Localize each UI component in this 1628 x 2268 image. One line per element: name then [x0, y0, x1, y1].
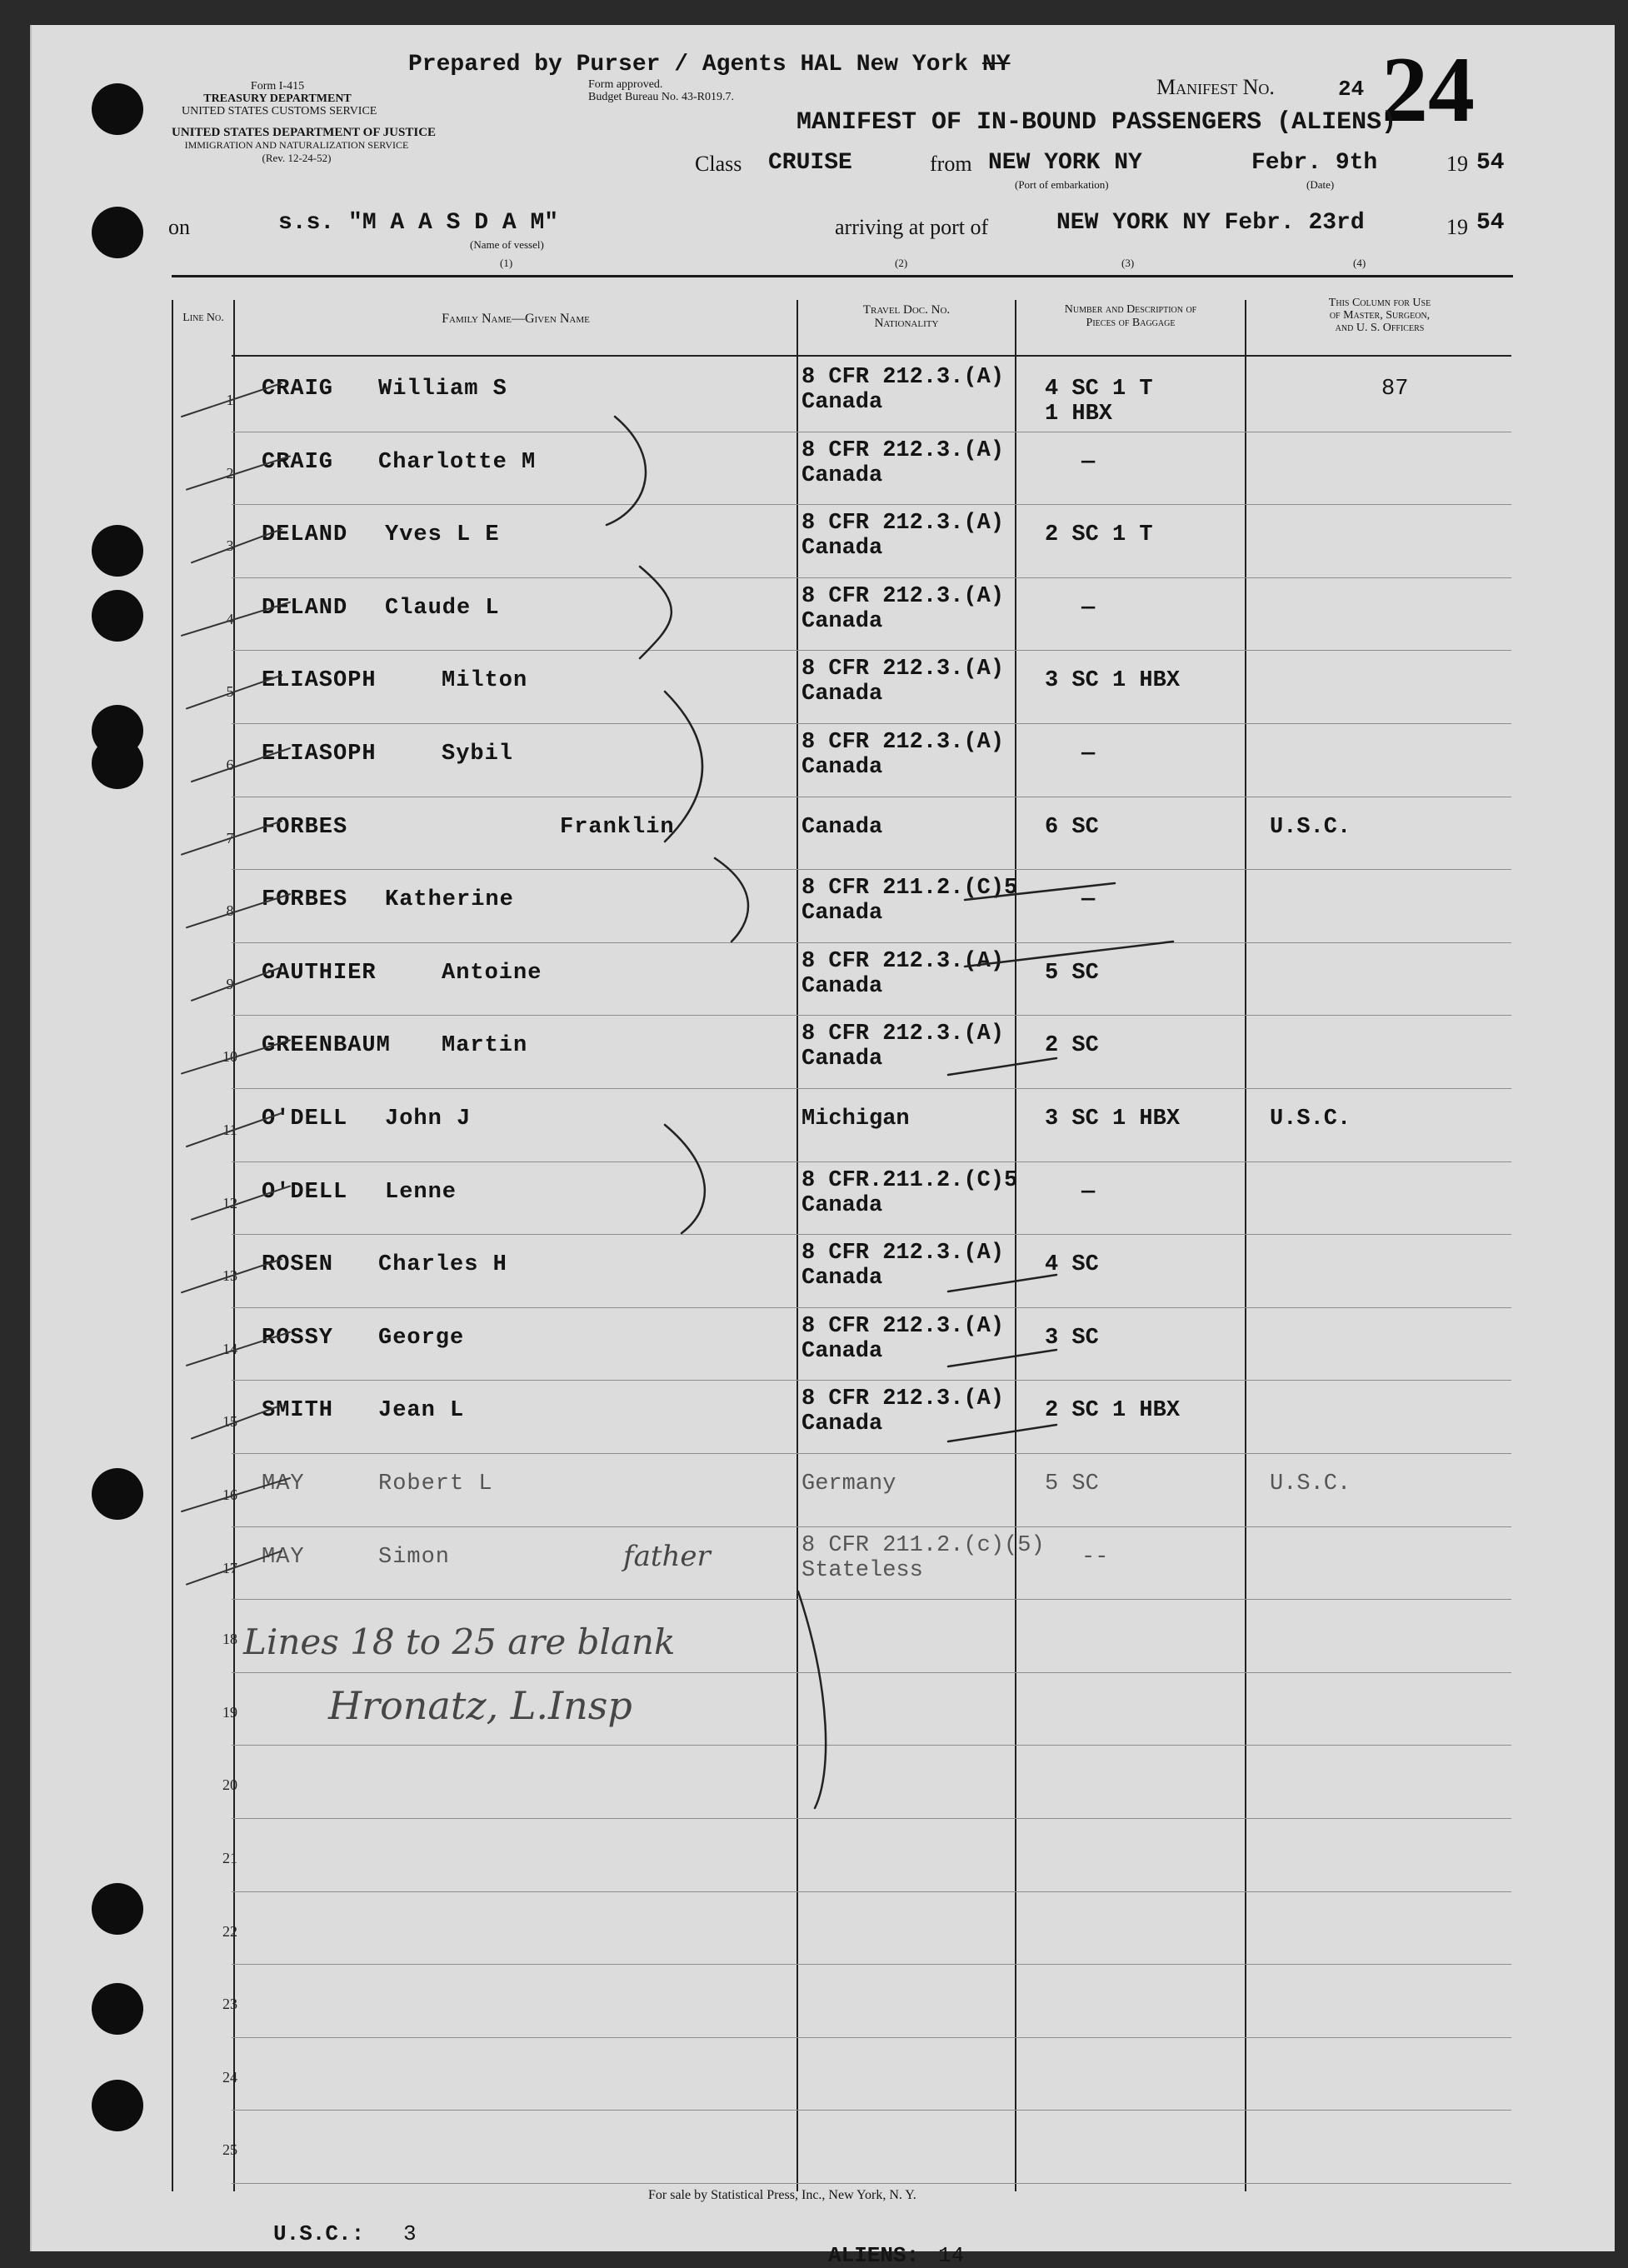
arriving-label: arriving at port of: [835, 215, 989, 239]
strike-line: [965, 942, 1173, 967]
travel-doc: 8 CFR 211.2.(c)(5): [802, 1532, 1045, 1558]
line-number: 13: [222, 1267, 237, 1285]
line-number: 2: [226, 464, 234, 482]
family-name: CRAIG: [262, 449, 334, 475]
nationality: Canada: [802, 814, 883, 840]
given-name: Yves L E: [385, 522, 500, 548]
family-name: DELAND: [262, 522, 348, 548]
line-number: 14: [222, 1340, 237, 1357]
baggage: 4 SC 1 T: [1045, 377, 1153, 402]
travel-doc: 8 CFR 212.3.(A): [802, 1241, 1005, 1266]
nationality: Canada: [802, 901, 883, 927]
usc-total-label: U.S.C.:: [273, 2221, 365, 2246]
given-name: Martin: [442, 1033, 528, 1059]
check-mark: [192, 1405, 282, 1438]
from-label: from: [930, 152, 972, 176]
line-number: 16: [222, 1486, 237, 1503]
check-mark: [182, 383, 282, 417]
given-name: Jean L: [378, 1398, 465, 1424]
family-name: ROSEN: [262, 1252, 334, 1278]
departure-year-prefix: 19: [1446, 152, 1468, 176]
vessel-caption: (Name of vessel): [470, 238, 544, 251]
officer-note: 87: [1381, 377, 1409, 402]
father-note: father: [623, 1540, 711, 1573]
officer-note: U.S.C.: [1270, 1471, 1351, 1496]
family-name: ELIASOPH: [262, 742, 377, 767]
travel-doc: 8 CFR 212.3.(A): [802, 1313, 1005, 1339]
check-mark: [192, 748, 290, 782]
family-name: FORBES: [262, 814, 348, 840]
rev-date: (Rev. 12-24-52): [262, 152, 332, 164]
budget-bureau: Budget Bureau No. 43-R019.7.: [588, 91, 734, 103]
strike-line: [965, 883, 1115, 900]
line-number: 23: [222, 1996, 237, 2013]
bracket-mark: [665, 1125, 705, 1233]
given-name: Franklin: [560, 814, 675, 840]
arrival-port: NEW YORK NY Febr. 23rd: [1056, 210, 1365, 236]
family-name: DELAND: [262, 595, 348, 621]
officer-note: U.S.C.: [1270, 1107, 1351, 1132]
given-name: Claude L: [385, 595, 500, 621]
line-number: 5: [226, 683, 234, 701]
family-name: GREENBAUM: [262, 1033, 391, 1059]
col-header-nationality-line: Nationality: [874, 317, 939, 330]
strike-line: [948, 1058, 1056, 1075]
aliens-total-label: ALIENS:: [828, 2243, 920, 2268]
manifest-number: 24: [1338, 77, 1365, 102]
nationality: Canada: [802, 1192, 883, 1218]
line-number: 8: [226, 902, 234, 920]
line-number: 17: [222, 1559, 237, 1576]
travel-doc: 8 CFR 212.3.(A): [802, 437, 1005, 463]
on-label: on: [168, 215, 190, 239]
departure-year: 54: [1476, 150, 1505, 176]
ins-title: IMMIGRATION AND NATURALIZATION SERVICE: [184, 139, 409, 151]
line-number: 4: [226, 610, 234, 627]
travel-doc: 8 CFR 212.3.(A): [802, 730, 1005, 755]
line-number: 18: [222, 1631, 237, 1648]
travel-doc: 8 CFR 212.3.(A): [802, 948, 1005, 974]
check-mark: [187, 675, 282, 708]
col-header-baggage-line2: Pieces of Baggage: [1086, 317, 1176, 329]
given-name: Charles H: [378, 1252, 507, 1278]
check-mark: [182, 1259, 282, 1292]
line-number: 21: [222, 1850, 237, 1866]
arrival-year-prefix: 19: [1446, 215, 1468, 239]
nationality: Canada: [802, 1411, 883, 1437]
from-value: NEW YORK NY: [988, 150, 1142, 176]
baggage: —: [1081, 595, 1096, 621]
officer-note: U.S.C.: [1270, 814, 1351, 840]
given-name: Antoine: [442, 960, 542, 986]
strike-line: [948, 1350, 1056, 1366]
travel-doc: 8 CFR 212.3.(A): [802, 1386, 1005, 1412]
baggage: —: [1081, 449, 1096, 475]
col-number-1: (1): [500, 257, 513, 269]
family-name: MAY: [262, 1471, 305, 1496]
line-number: 3: [226, 537, 234, 555]
customs-service: UNITED STATES CUSTOMS SERVICE: [182, 105, 377, 117]
given-name: Robert L: [378, 1471, 493, 1496]
bracket-mark: [640, 567, 672, 658]
travel-doc: 8 CFR 211.2.(C)5: [802, 876, 1018, 902]
doj-title: UNITED STATES DEPARTMENT OF JUSTICE: [172, 126, 437, 139]
family-name: O'DELL: [262, 1107, 348, 1132]
line-number: 11: [222, 1122, 237, 1138]
travel-doc: 8 CFR 212.3.(A): [802, 511, 1005, 537]
baggage: 2 SC 1 HBX: [1045, 1398, 1181, 1424]
prepared-by-text: Prepared by Purser / Agents HAL New York: [408, 52, 969, 77]
line-number: 12: [222, 1194, 237, 1211]
publisher-line: For sale by Statistical Press, Inc., New York, N. Y.: [648, 2188, 916, 2202]
check-mark: [187, 1113, 282, 1146]
baggage-extra: 1 HBX: [1045, 402, 1113, 427]
line-number: 7: [226, 829, 234, 847]
travel-doc: 8 CFR 212.3.(A): [802, 365, 1005, 390]
signature-flourish: [798, 1591, 826, 1808]
baggage: —: [1081, 742, 1096, 767]
struck-suffix: NY: [981, 52, 1011, 77]
check-mark: [192, 967, 282, 1001]
baggage: 3 SC 1 HBX: [1045, 668, 1181, 694]
family-name: ROSSY: [262, 1325, 334, 1351]
family-name: O'DELL: [262, 1179, 348, 1205]
given-name: George: [378, 1325, 465, 1351]
line-number: 24: [222, 2068, 237, 2086]
check-mark: [182, 1478, 290, 1511]
line-number: 22: [222, 1922, 237, 1940]
col-header-baggage-line1: Number and Description of: [1064, 303, 1197, 316]
bracket-mark: [607, 417, 646, 525]
line-number: 10: [222, 1048, 237, 1066]
line-number: 19: [222, 1703, 237, 1721]
check-mark: [182, 822, 282, 855]
baggage: 2 SC 1 T: [1045, 522, 1153, 548]
family-name: CRAIG: [262, 377, 334, 402]
travel-doc: 8 CFR.211.2.(C)5: [802, 1167, 1018, 1193]
family-name: FORBES: [262, 887, 348, 913]
family-name: ELIASOPH: [262, 668, 377, 694]
line-number: 25: [222, 2141, 237, 2159]
line-number: 1: [226, 392, 234, 408]
col-header-officers-line1: This Column for Use: [1328, 297, 1431, 309]
family-name: GAUTHIER: [262, 960, 377, 986]
line-number: 15: [222, 1413, 237, 1431]
given-name: John J: [385, 1107, 472, 1132]
baggage: 3 SC 1 HBX: [1045, 1107, 1181, 1132]
arrival-year: 54: [1476, 210, 1505, 236]
check-mark: [182, 602, 290, 636]
nationality: Michigan: [802, 1107, 910, 1132]
nationality: Stateless: [802, 1557, 923, 1583]
family-name: SMITH: [262, 1398, 334, 1424]
baggage: 2 SC: [1045, 1033, 1099, 1059]
nationality: Canada: [802, 390, 883, 415]
col-number-3: (3): [1121, 257, 1135, 269]
manifest-sheet: [30, 25, 1615, 2268]
col-header-officers-line2: of Master, Surgeon,: [1329, 309, 1431, 322]
family-name: MAY: [262, 1544, 305, 1570]
given-name: Lenne: [385, 1179, 457, 1205]
form-approved: Form approved.: [588, 78, 663, 91]
baggage: 5 SC: [1045, 1471, 1099, 1496]
manifest-number-large: 24: [1381, 38, 1475, 142]
col-number-2: (2): [895, 257, 908, 269]
given-name: Simon: [378, 1544, 451, 1570]
given-name: Charlotte M: [378, 449, 537, 475]
given-name: Katherine: [385, 887, 514, 913]
nationality: Canada: [802, 462, 883, 488]
given-name: Sybil: [442, 742, 514, 767]
col-header-doc-line: Travel Doc. No.: [862, 303, 951, 317]
manifest-title: MANIFEST OF IN-BOUND PASSENGERS (ALIENS): [797, 108, 1397, 137]
inspector-signature: Hronatz, L.Insp: [328, 1683, 632, 1728]
manifest-label: Manifest No.: [1156, 75, 1275, 99]
baggage: 5 SC: [1045, 960, 1099, 986]
nationality: Canada: [802, 973, 883, 999]
class-value: CRUISE: [768, 150, 852, 176]
nationality: Canada: [802, 608, 883, 634]
col-header-line-no: Line No.: [182, 312, 224, 324]
check-mark: [192, 1186, 290, 1220]
given-name: Milton: [442, 668, 528, 694]
pen-marks: [32, 25, 1615, 2251]
check-mark: [187, 1332, 290, 1366]
col-number-4: (4): [1353, 257, 1366, 269]
port-embarkation-caption: (Port of embarkation): [1015, 178, 1109, 191]
nationality: Canada: [802, 1338, 883, 1364]
nationality: Canada: [802, 1266, 883, 1291]
nationality: Canada: [802, 1047, 883, 1072]
baggage: 4 SC: [1045, 1252, 1099, 1278]
class-label: Class: [695, 152, 742, 176]
check-mark: [187, 894, 290, 927]
form-number: Form I-415: [250, 80, 305, 92]
date-caption: (Date): [1306, 178, 1335, 191]
vessel-name: s.s. "M A A S D A M": [278, 210, 559, 236]
baggage: —: [1081, 1179, 1096, 1205]
nationality: Canada: [802, 536, 883, 562]
nationality: Canada: [802, 682, 883, 707]
col-header-officers-line3: and U. S. Officers: [1335, 322, 1425, 334]
travel-doc: 8 CFR 212.3.(A): [802, 1022, 1005, 1047]
baggage: 3 SC: [1045, 1325, 1099, 1351]
strike-line: [948, 1425, 1056, 1441]
check-mark: [187, 1551, 282, 1585]
check-mark: [182, 1040, 290, 1073]
nationality: Germany: [802, 1471, 896, 1496]
usc-total-count: 3: [403, 2221, 417, 2246]
line-number: 9: [226, 975, 234, 992]
travel-doc: 8 CFR 212.3.(A): [802, 657, 1005, 682]
bracket-mark: [665, 692, 702, 842]
departure-date: Febr. 9th: [1251, 150, 1378, 176]
baggage: —: [1081, 887, 1096, 913]
lines-blank-note: Lines 18 to 25 are blank: [243, 1621, 676, 1662]
treasury-dept: TREASURY DEPARTMENT: [203, 92, 352, 105]
aliens-total-count: 14: [938, 2243, 965, 2268]
check-mark: [192, 529, 282, 562]
line-number: 6: [226, 757, 234, 773]
strike-line: [948, 1275, 1056, 1291]
travel-doc: 8 CFR 212.3.(A): [802, 583, 1005, 609]
check-mark: [187, 457, 290, 490]
baggage: --: [1081, 1544, 1109, 1570]
col-header-name: Family Name—Given Name: [442, 312, 590, 326]
nationality: Canada: [802, 755, 883, 780]
bracket-mark: [715, 858, 748, 942]
baggage: 6 SC: [1045, 814, 1099, 840]
line-number: 20: [222, 1776, 237, 1794]
given-name: William S: [378, 377, 507, 402]
